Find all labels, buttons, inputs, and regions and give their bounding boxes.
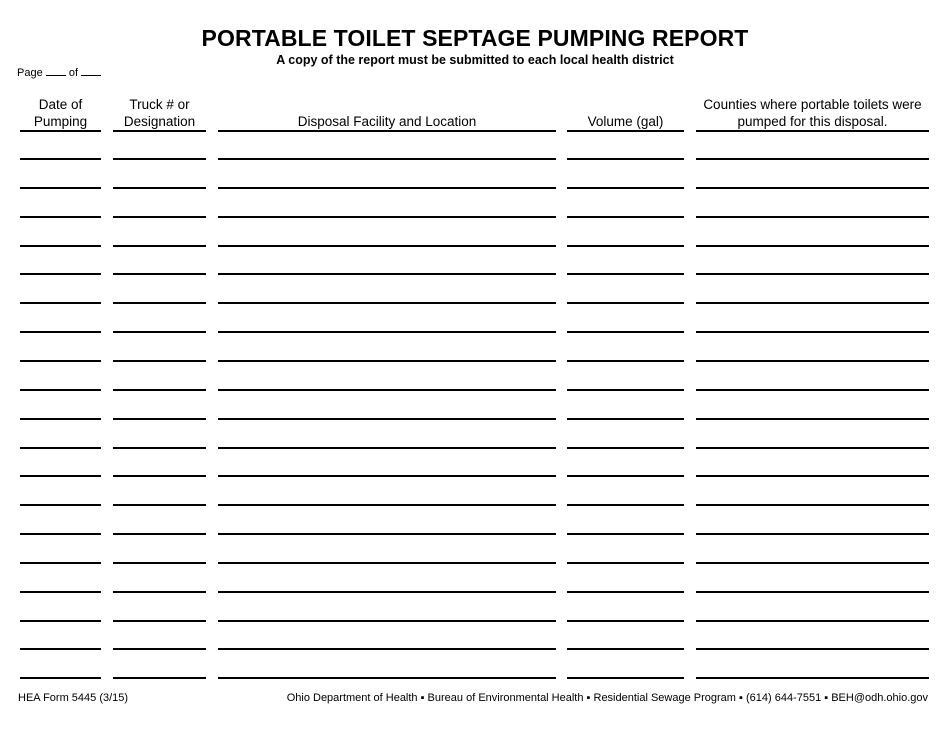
entry-line-counties[interactable] [696,302,929,304]
entry-line-facility[interactable] [218,331,556,333]
entry-line-facility[interactable] [218,360,556,362]
entry-line-date[interactable] [20,216,101,218]
entry-line-counties[interactable] [696,331,929,333]
entry-line-facility[interactable] [218,418,556,420]
entry-line-date[interactable] [20,504,101,506]
entry-line-truck[interactable] [113,504,206,506]
entry-line-date[interactable] [20,591,101,593]
entry-line-volume[interactable] [567,591,684,593]
column-header-line1: Date of [38,97,83,112]
entry-line-date[interactable] [20,677,101,679]
entry-line-facility[interactable] [218,648,556,650]
entry-line-facility[interactable] [218,158,556,160]
entry-line-volume[interactable] [567,360,684,362]
entry-line-facility[interactable] [218,562,556,564]
agency-contact: Ohio Department of Health ▪ Bureau of Environmental Health ▪ Residential Sewage Program ▪ (614) 644-7551 ▪ BEH@odh.ohio.gov [286,692,928,704]
entry-line-facility[interactable] [218,389,556,391]
entry-line-counties[interactable] [696,216,929,218]
entry-line-facility[interactable] [218,187,556,189]
page-number-blank[interactable] [46,66,66,76]
entry-line-volume[interactable] [567,389,684,391]
entry-line-truck[interactable] [113,273,206,275]
entry-line-counties[interactable] [696,562,929,564]
entry-line-volume[interactable] [567,475,684,477]
entry-line-facility[interactable] [218,620,556,622]
entry-line-truck[interactable] [113,360,206,362]
page-number-line [17,66,101,79]
entry-line-date[interactable] [20,562,101,564]
entry-line-volume[interactable] [567,533,684,535]
entry-line-facility[interactable] [218,591,556,593]
column-header-line2: pumped for this disposal. [737,114,888,129]
entry-line-volume[interactable] [567,504,684,506]
entry-line-volume[interactable] [567,620,684,622]
entry-line-date[interactable] [20,389,101,391]
column-header-volume [567,113,684,132]
entry-line-truck[interactable] [113,475,206,477]
entry-line-volume[interactable] [567,677,684,679]
entry-line-volume[interactable] [567,418,684,420]
entry-line-date[interactable] [20,620,101,622]
entry-line-counties[interactable] [696,158,929,160]
entry-line-truck[interactable] [113,418,206,420]
entry-line-volume[interactable] [567,216,684,218]
entry-line-counties[interactable] [696,533,929,535]
entry-line-volume[interactable] [567,648,684,650]
entry-line-counties[interactable] [696,591,929,593]
entry-line-date[interactable] [20,302,101,304]
entry-line-truck[interactable] [113,158,206,160]
entry-line-volume[interactable] [567,302,684,304]
entry-line-counties[interactable] [696,245,929,247]
column-header-counties [696,96,929,132]
entry-line-counties[interactable] [696,475,929,477]
entry-line-volume[interactable] [567,562,684,564]
entry-line-truck[interactable] [113,187,206,189]
entry-line-counties[interactable] [696,648,929,650]
entry-line-date[interactable] [20,447,101,449]
entry-line-facility[interactable] [218,533,556,535]
entry-line-truck[interactable] [113,302,206,304]
entry-line-volume[interactable] [567,187,684,189]
entry-line-facility[interactable] [218,216,556,218]
entry-line-date[interactable] [20,648,101,650]
page-of-label: of [68,67,79,79]
entry-line-counties[interactable] [696,360,929,362]
column-header-facility [218,113,556,132]
entry-line-truck[interactable] [113,389,206,391]
entry-line-truck[interactable] [113,447,206,449]
entry-line-date[interactable] [20,475,101,477]
entry-line-date[interactable] [20,418,101,420]
form-id: HEA Form 5445 (3/15) [18,692,129,704]
entry-line-counties[interactable] [696,447,929,449]
form-subtitle: A copy of the report must be submitted to each local health district [276,53,674,67]
entry-line-facility[interactable] [218,245,556,247]
form-title: PORTABLE TOILET SEPTAGE PUMPING REPORT [201,25,749,51]
entry-line-truck[interactable] [113,620,206,622]
entry-line-counties[interactable] [696,418,929,420]
column-header-truck [113,96,206,132]
entry-line-counties[interactable] [696,187,929,189]
entry-line-truck[interactable] [113,648,206,650]
entry-line-counties[interactable] [696,677,929,679]
entry-line-truck[interactable] [113,562,206,564]
entry-line-facility[interactable] [218,447,556,449]
entry-line-date[interactable] [20,187,101,189]
entry-line-date[interactable] [20,331,101,333]
entry-line-date[interactable] [20,273,101,275]
column-header-line2: Disposal Facility and Location [297,114,477,129]
entry-line-truck[interactable] [113,245,206,247]
entry-line-date[interactable] [20,533,101,535]
entry-line-truck[interactable] [113,677,206,679]
column-header-line2: Volume (gal) [587,114,664,129]
entry-line-truck[interactable] [113,216,206,218]
entry-line-date[interactable] [20,158,101,160]
column-header-date [20,96,101,132]
entry-line-volume[interactable] [567,331,684,333]
entry-line-counties[interactable] [696,273,929,275]
page-total-blank[interactable] [81,66,101,76]
entry-line-volume[interactable] [567,447,684,449]
entry-line-truck[interactable] [113,591,206,593]
entry-line-volume[interactable] [567,158,684,160]
entry-line-facility[interactable] [218,677,556,679]
entry-line-truck[interactable] [113,331,206,333]
entry-line-counties[interactable] [696,504,929,506]
column-header-line2: Pumping [33,114,88,129]
page-label: Page [17,67,43,79]
entry-line-volume[interactable] [567,245,684,247]
entry-line-facility[interactable] [218,504,556,506]
entry-line-date[interactable] [20,245,101,247]
entry-line-facility[interactable] [218,302,556,304]
column-header-line2: Designation [123,114,196,129]
entry-line-volume[interactable] [567,273,684,275]
entry-line-date[interactable] [20,360,101,362]
entry-line-facility[interactable] [218,273,556,275]
column-header-line1: Counties where portable toilets were [703,97,922,112]
entry-line-facility[interactable] [218,475,556,477]
entry-line-counties[interactable] [696,620,929,622]
entry-line-counties[interactable] [696,389,929,391]
entry-line-truck[interactable] [113,533,206,535]
column-header-line1: Truck # or [129,97,190,112]
